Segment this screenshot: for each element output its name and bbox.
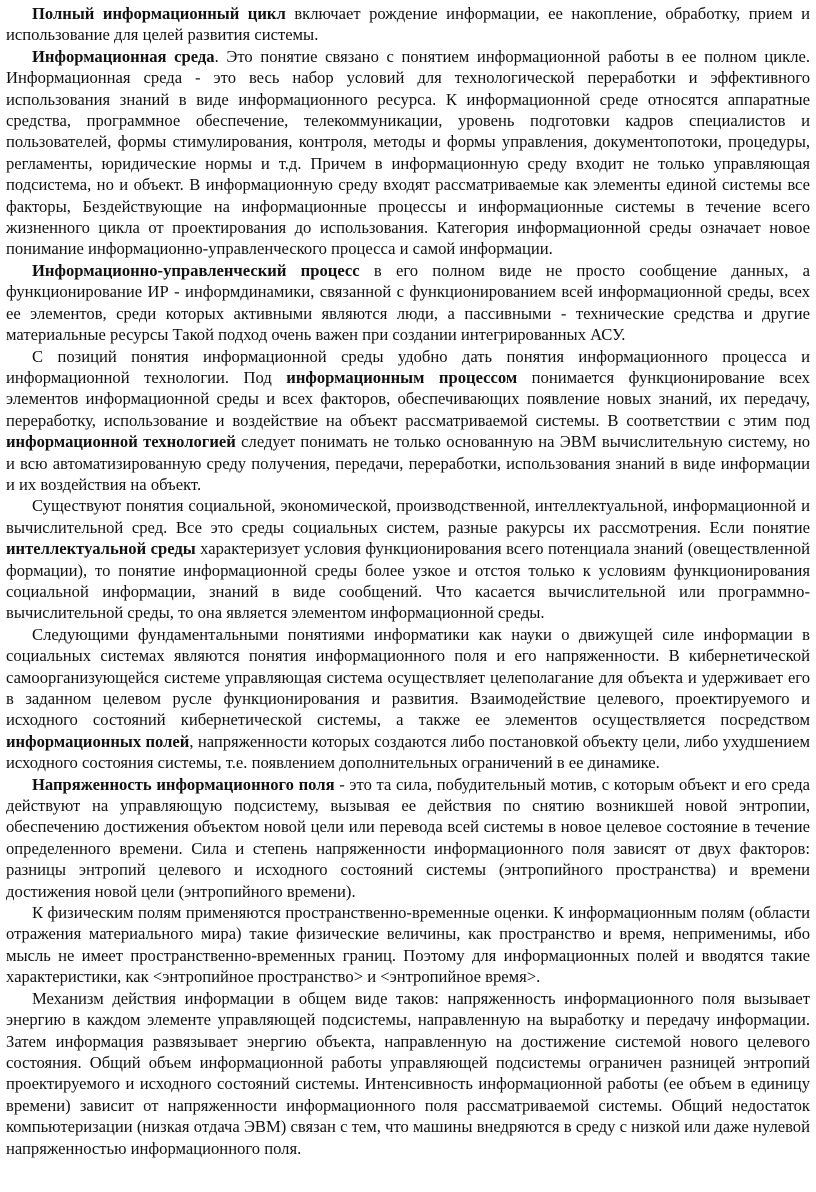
term-info-fields: информационных полей [6, 731, 190, 751]
paragraph-text: Механизм действия информации в общем виде таков: напряженность информационного поля вызывает энергию в каждом элементе управляющей подсистемы, направленную на выработку и передачу информации. Затем информация развязывает энергию объекта, направленную на достижение системой нового целевого состояния. Общий объем информационной работы управляющей подсистемы ограничен разницей энтропий проектируемого и исходного состояний системы. Интенсивность информационной работы (ее объем в единицу времени) зависит от напряженности информационного поля рассматриваемой системы. Общий недостаток компьютеризации (низкая отдача ЭВМ) связан с тем, что машины внедряются в среду с низкой или даже нулевой напряженностью информационного поля. [6, 988, 810, 1158]
term-field-intensity: Напряженность информационного поля [32, 774, 335, 794]
paragraph-info-environment [6, 46, 810, 260]
paragraph-text: следует понимать не только основанную на ЭВМ вычислительную систему, но и всю автоматизированную среду получения, передачи, переработки, использования знаний в виде информации и их воздействия на объект. [6, 432, 810, 494]
paragraph-text: понимается функционирование всех элементов информационной среды и всех факторов, обеспечивающих появление новых знаний, их передачу, переработку, использование и воздействие на объект рассматриваемой системы. В соответствии с этим под [6, 367, 810, 430]
term-info-environment: Информационная среда [32, 46, 215, 66]
term-intellectual-environment: интеллектуальной среды [6, 539, 196, 559]
paragraph-text: С позиций понятия информационной среды удобно дать понятия информационного процесса и информационной технологии. Под [6, 346, 810, 387]
paragraph-full-info-cycle [6, 3, 810, 46]
paragraph-text: - это та сила, побудительный мотив, с которым объект и его среда действуют на управляющую подсистему, вызывая ее действия по снятию возникшей новой энтропии, обеспечению достижения объектом новой цели или перевода всей системы в новое целевое состояние в течение определенного времени. Сила и степень напряженности информационного поля зависят от двух факторов: разницы энтропий целевого и исходного состояний системы (энтропийного пространства) и времени достижения новой цели (энтропийного времени). [6, 774, 810, 901]
paragraph-text: характеризует условия функционирования всего потенциала знаний (овеществленной формации), то понятие информационной среды более узкое и отстоя только к условиям функционирования социальной информации, знаний в виде сообщений. Что касается вычислительной или программно-вычислительной среды, то она является элементом информационной среды. [6, 539, 810, 623]
paragraph-field-intensity [6, 774, 810, 902]
term-full-info-cycle: Полный информационный цикл [32, 4, 286, 23]
term-info-management-process: Информационно-управленческий процесс [32, 260, 360, 280]
paragraph-text: , напряженности которых создаются либо постановкой объекту цели, либо ухудшением исходного состояния системы, т.е. появлением дополнительных ограничений в ее динамике. [6, 731, 810, 773]
paragraph-info-fields [6, 624, 810, 774]
paragraph-info-management-process [6, 260, 810, 346]
paragraph-text: включает рождение информации, ее накопление, обработку, прием и использование для целей развития системы. [6, 4, 810, 45]
paragraph-text: Следующими фундаментальными понятиями информатики как науки о движущей силе информации в социальных системах являются понятия информационного поля и его напряженности. В кибернетической самоорганизующейся системе управляющая система осуществляет целеполагание для объекта и удерживает его в заданном целевом русле функционирования и развития. Взаимодействие целевого, проектируемого и исходного состояний кибернетической системы, а также ее элементов осуществляется посредством [6, 624, 810, 730]
paragraph-text: К физическим полям применяются пространственно-временные оценки. К информационным полям (области отражения материального мира) такие физические величины, как пространство и время, неприменимы, ибо мысль не имеет пространственно-временных границ. Поэтому для информационных полей и вводятся такие характеристики, как <энтропийное пространство> и <энтропийное время>. [6, 903, 810, 987]
paragraph-text: Существуют понятия социальной, экономической, производственной, интеллектуальной, информационной и вычислительной сред. Все это среды социальных систем, разные ракурсы их рассмотрения. Если понятие [6, 496, 810, 537]
paragraph-physical-fields [6, 902, 810, 988]
paragraph-text: в его полном виде не просто сообщение данных, а функционирование ИР - информдинамики, связанной с функционированием всей информационной среды, всех ее элементов, среди которых активными являются люди, а пассивными - технические средства и другие материальные ресурсы Такой подход очень важен при создании интегрированных АСУ. [6, 260, 810, 345]
paragraph-text: . Это понятие связано с понятием информационной работы в ее полном цикле. Информационная среда - это весь набор условий для технологической переработки и эффективного использования знаний в виде информационного ресурса. К информационной среде относятся аппаратные средства, программное обеспечение, телекоммуникации, уровень подготовки кадров специалистов и пользователей, формы стимулирования, контроля, методы и формы управления, документопотоки, процедуры, регламенты, юридические нормы и т.д. Причем в информационную среду входит не только управляющая подсистема, но и объект. В информационную среду входят рассматриваемые как элементы единой системы все факторы, Бездействующие на информационные процессы и информационные системы в течение всего жизненного цикла от проектирования до использования. Категория информационной среды означает новое понимание информационно-управленческого процесса и самой информации. [6, 46, 811, 259]
term-info-technology: информационной технологией [6, 432, 236, 452]
paragraph-info-process-technology [6, 346, 810, 496]
paragraph-info-mechanism [6, 988, 810, 1159]
term-info-process: информационным процессом [286, 367, 518, 387]
paragraph-environments [6, 495, 810, 623]
